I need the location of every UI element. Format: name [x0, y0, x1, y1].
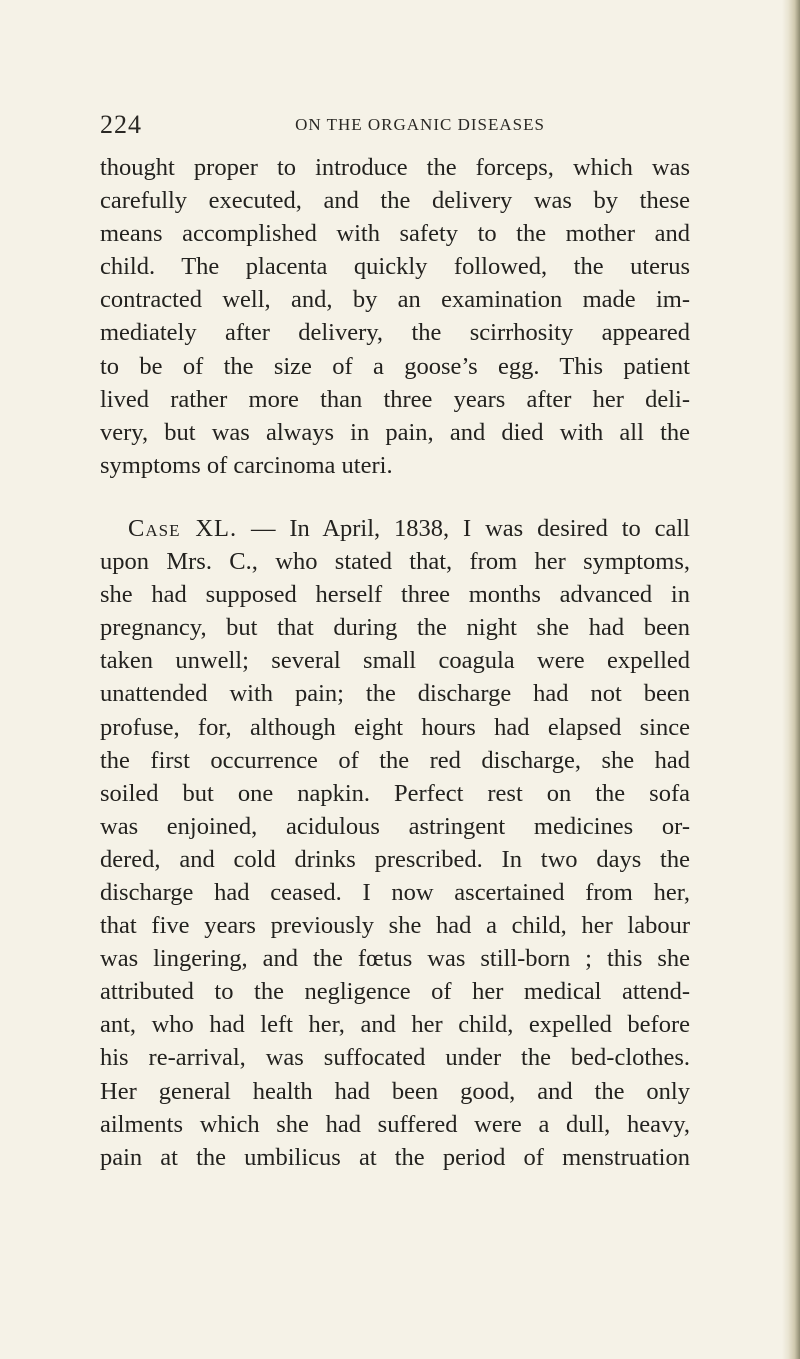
text-line: means accomplished with safety to the mother and [100, 220, 690, 248]
text-line: unattended with pain; the discharge had not been [100, 680, 690, 708]
text-line: taken unwell; several small coagula were expelled [100, 647, 690, 675]
text-line: upon Mrs. C., who stated that, from her symptoms, [100, 548, 690, 576]
case-heading-line [100, 512, 690, 545]
text-line: carefully executed, and the delivery was by these [100, 187, 690, 215]
text-line: symptoms of carcinoma uteri. [100, 451, 393, 479]
paragraph-1 [100, 151, 690, 482]
text-line: attributed to the negligence of her medical attend- [100, 978, 690, 1006]
text-line: lived rather more than three years after her deli- [100, 385, 690, 413]
text-line: mediately after delivery, the scirrhosity appeared [100, 319, 690, 347]
text-line: child. The placenta quickly followed, the uterus [100, 253, 690, 281]
body-text [100, 151, 690, 1174]
page-edge-shadow [782, 0, 800, 1359]
text-line: profuse, for, although eight hours had elapsed since [100, 713, 690, 741]
text-line: the first occurrence of the red discharge, she had [100, 746, 690, 774]
running-head: ON THE ORGANIC DISEASES [295, 115, 545, 134]
text-line: was lingering, and the fœtus was still-born ; this she [100, 945, 690, 973]
text-line: pain at the umbilicus at the period of menstruation [100, 1143, 690, 1171]
text-line: soiled but one napkin. Perfect rest on the sofa [100, 779, 690, 807]
case-label: Case XL. [128, 514, 238, 542]
text-line: that five years previously she had a child, her labour [100, 912, 690, 940]
page-number: 224 [100, 110, 142, 139]
text-line: thought proper to introduce the forceps, which was [100, 154, 690, 181]
text-line: Her general health had been good, and the only [100, 1077, 690, 1105]
text-line: ant, who had left her, and her child, expelled before [100, 1011, 690, 1039]
text-line: discharge had ceased. I now ascertained from her, [100, 878, 690, 906]
text-line: contracted well, and, by an examination made im- [100, 286, 690, 314]
text-line: ailments which she had suffered were a dull, heavy, [100, 1110, 690, 1138]
text-line: his re-arrival, was suffocated under the bed-clothes. [100, 1044, 690, 1072]
text-line: was enjoined, acidulous astringent medicines or- [100, 812, 690, 840]
case-intro-text: — In April, 1838, I was desired to call [237, 514, 690, 542]
text-line: very, but was always in pain, and died with all the [100, 418, 690, 446]
page-header [100, 110, 690, 142]
text-line: dered, and cold drinks prescribed. In two days the [100, 845, 690, 873]
text-line: she had supposed herself three months advanced in [100, 581, 690, 609]
paragraph-2 [100, 512, 690, 1174]
text-line: pregnancy, but that during the night she had been [100, 614, 690, 642]
text-line: to be of the size of a goose’s egg. This patient [100, 352, 690, 380]
